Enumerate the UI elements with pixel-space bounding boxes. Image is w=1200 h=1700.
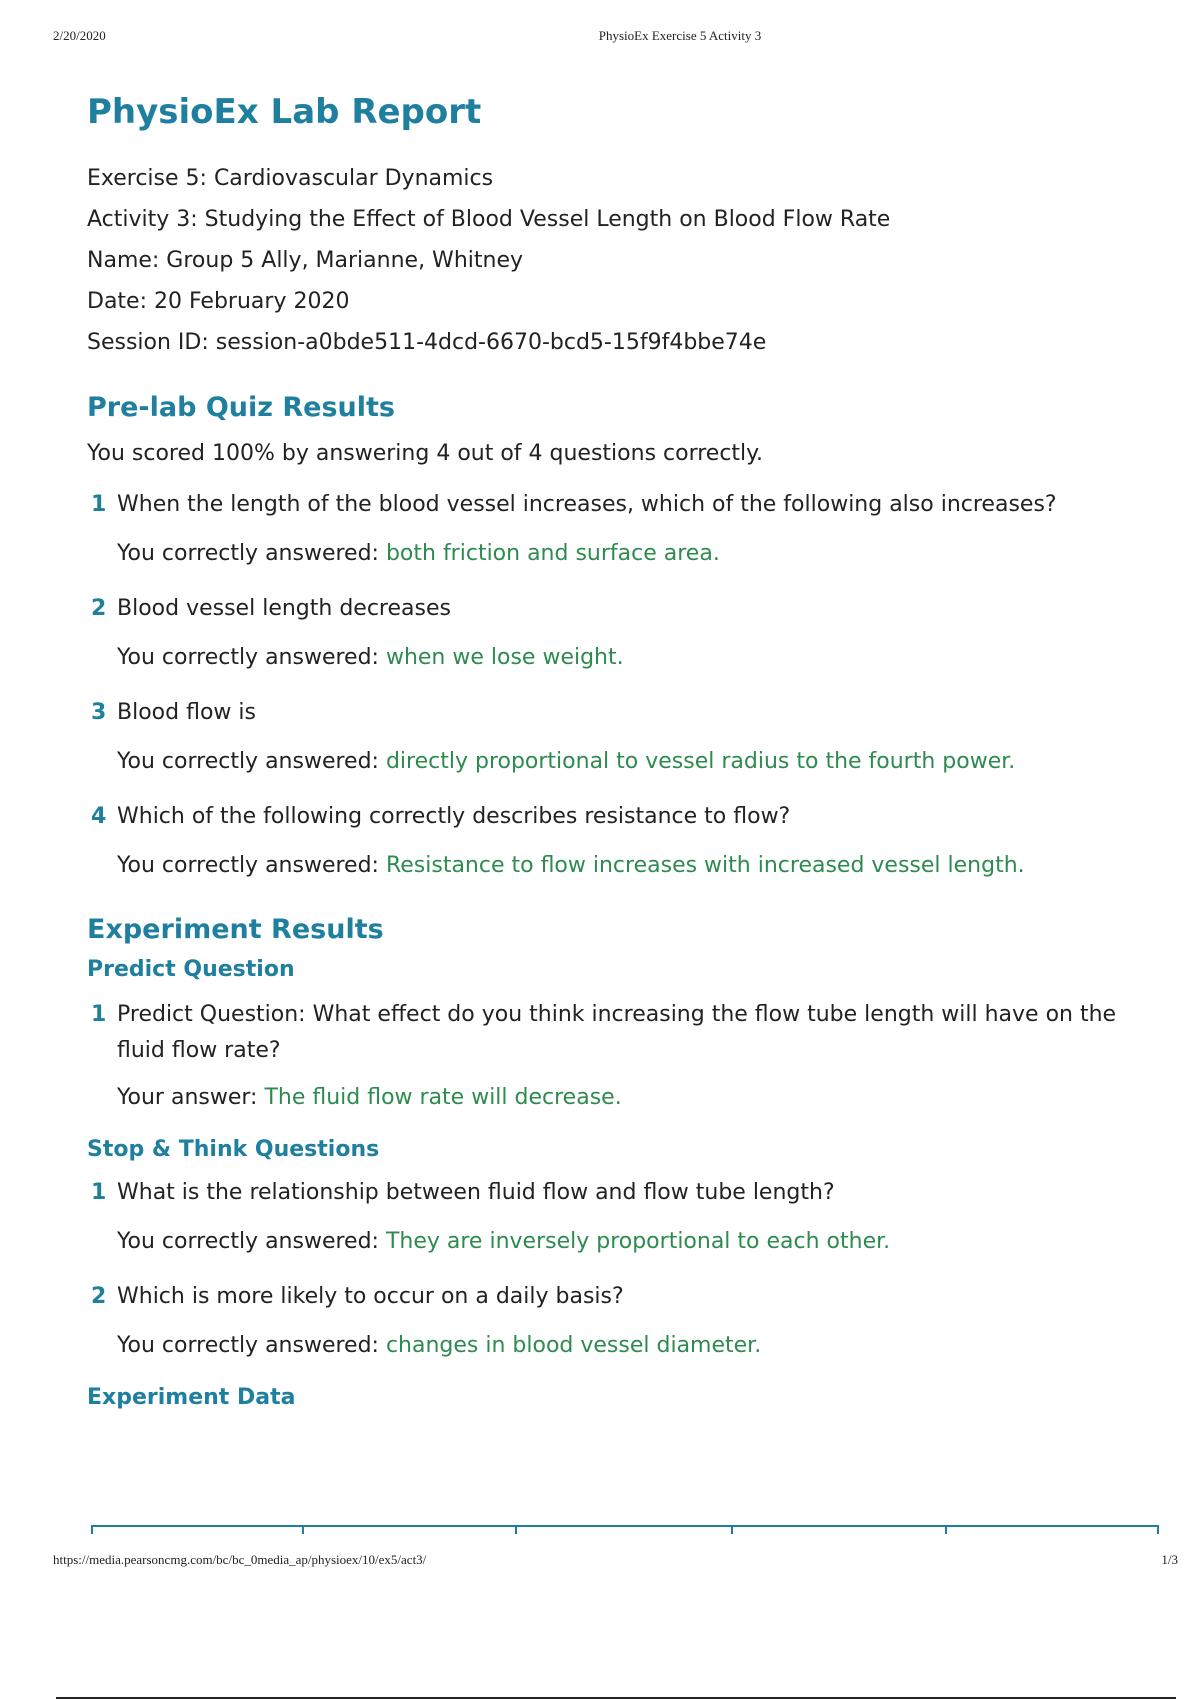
prelab-question-3: [87, 695, 1147, 731]
experiment-heading: Experiment Results: [87, 914, 384, 945]
prelab-answer-2: [87, 643, 1147, 673]
stop-think-question-1: [87, 1175, 1147, 1211]
answer-text: changes in blood vessel diameter.: [385, 1333, 762, 1358]
report-title: PhysioEx Lab Report: [87, 92, 482, 132]
prelab-answer-1: [87, 539, 1147, 569]
question-number: 1: [91, 1002, 107, 1027]
answer-text: directly proportional to vessel radius to the fourth power.: [385, 749, 1016, 774]
question-text: Blood vessel length decreases: [117, 596, 451, 621]
answer-text: Resistance to flow increases with increased vessel length.: [385, 853, 1025, 878]
question-text: Blood flow is: [117, 700, 256, 725]
question-text: What is the relationship between fluid flow and flow tube length?: [117, 1180, 835, 1205]
question-text: Predict Question: What effect do you think increasing the flow tube length will have on the fluid flow rate?: [117, 1002, 1117, 1063]
predict-question-1: [87, 997, 1147, 1069]
question-text: Which of the following correctly describes resistance to flow?: [117, 804, 791, 829]
stop-think-answer-1: [87, 1227, 1147, 1257]
print-date: 2/20/2020: [53, 28, 106, 43]
table-column-divider: [302, 1525, 304, 1534]
question-number: 1: [91, 1180, 107, 1205]
prelab-answer-3: [87, 747, 1147, 777]
page-bottom-rule: [56, 1697, 1176, 1699]
predict-heading: Predict Question: [87, 957, 295, 982]
print-url: https://media.pearsoncmg.com/bc/bc_0media_ap/physioex/10/ex5/act3/: [53, 1552, 427, 1567]
experiment-data-heading: Experiment Data: [87, 1385, 296, 1410]
answer-text: both friction and surface area.: [385, 541, 720, 566]
answer-prefix: You correctly answered:: [117, 749, 386, 774]
data-table-top-border: [91, 1525, 1159, 1527]
table-column-divider: [91, 1525, 93, 1534]
table-column-divider: [515, 1525, 517, 1534]
exercise-line: Exercise 5: Cardiovascular Dynamics: [87, 166, 494, 191]
predict-answer-1: [87, 1083, 1147, 1113]
prelab-answer-4: [87, 851, 1147, 881]
stop-think-heading: Stop & Think Questions: [87, 1137, 380, 1162]
stop-think-answer-2: [87, 1331, 1147, 1361]
answer-text: when we lose weight.: [385, 645, 624, 670]
print-title: PhysioEx Exercise 5 Activity 3: [598, 28, 762, 43]
stop-think-question-2: [87, 1279, 1147, 1315]
table-column-divider: [731, 1525, 733, 1534]
answer-text: The fluid flow rate will decrease.: [264, 1085, 622, 1110]
activity-line: Activity 3: Studying the Effect of Blood Vessel Length on Blood Flow Rate: [87, 207, 891, 232]
answer-prefix: You correctly answered:: [117, 541, 386, 566]
answer-text: They are inversely proportional to each other.: [385, 1229, 891, 1254]
answer-prefix: You correctly answered:: [117, 1229, 386, 1254]
question-number: 4: [91, 804, 107, 829]
prelab-heading: Pre-lab Quiz Results: [87, 392, 395, 423]
prelab-question-2: [87, 591, 1147, 627]
answer-prefix: You correctly answered:: [117, 1333, 386, 1358]
answer-prefix: You correctly answered:: [117, 853, 386, 878]
print-page-number: 1/3: [1161, 1552, 1178, 1567]
question-number: 3: [91, 700, 107, 725]
date-line: Date: 20 February 2020: [87, 289, 350, 314]
question-text: When the length of the blood vessel increases, which of the following also increases?: [117, 492, 1057, 517]
prelab-score: You scored 100% by answering 4 out of 4 questions correctly.: [87, 441, 764, 466]
report-content: [87, 92, 1147, 1413]
name-line: Name: Group 5 Ally, Marianne, Whitney: [87, 248, 523, 273]
table-column-divider: [945, 1525, 947, 1534]
question-number: 2: [91, 596, 107, 621]
question-text: Which is more likely to occur on a daily basis?: [117, 1284, 624, 1309]
print-header: [0, 28, 1200, 48]
session-line: Session ID: session-a0bde511-4dcd-6670-bcd5-15f9f4bbe74e: [87, 330, 767, 355]
question-number: 1: [91, 492, 107, 517]
answer-prefix: You correctly answered:: [117, 645, 386, 670]
table-column-divider: [1157, 1525, 1159, 1534]
question-number: 2: [91, 1284, 107, 1309]
prelab-question-4: [87, 799, 1147, 835]
prelab-question-1: [87, 487, 1147, 523]
answer-prefix: Your answer:: [117, 1085, 265, 1110]
